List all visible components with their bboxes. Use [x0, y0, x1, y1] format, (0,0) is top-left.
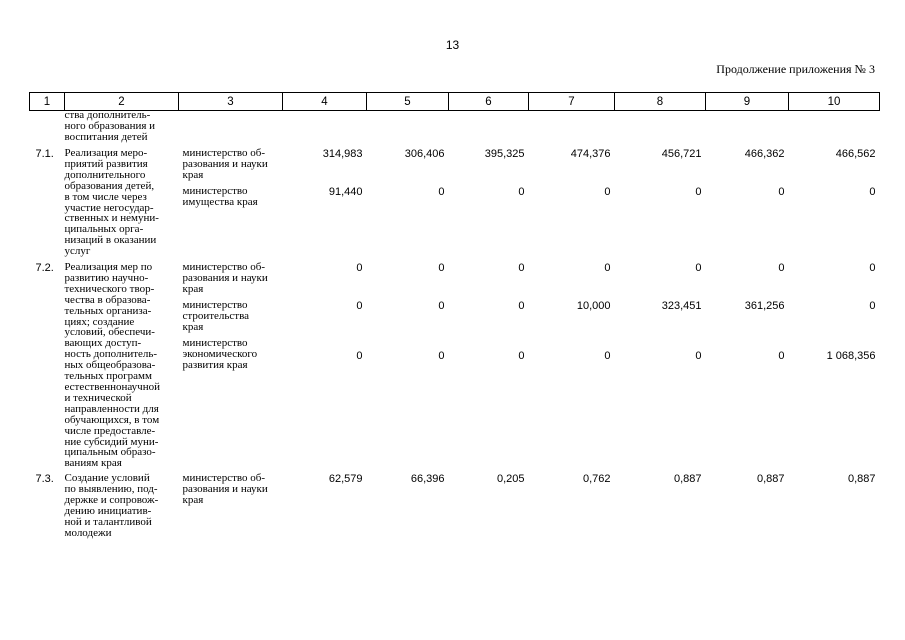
- carry-over-text: ства дополнитель- ного образования и воспитания детей: [64, 109, 156, 143]
- value-cell: 1 068,356: [826, 350, 876, 362]
- value-cell: 474,376: [570, 148, 611, 160]
- value-cell: 0,887: [673, 473, 702, 485]
- item-number: 7.3.: [35, 473, 54, 485]
- column-number-row: [30, 93, 880, 111]
- value-cell: 466,562: [835, 148, 876, 160]
- activity-text: Реализация мер по развитию научно- технического твор- чества в образова- тельных организа- циях; создание условий, обеспечи- вающих доступ- ность дополнитель- ных общеобразова- тельных программ естественнонаучной и технической направленности для обучающихся, в том числе предоставле- ние субсидий муни- ципальным образо- ваниям края: [64, 261, 160, 470]
- responsible-org: министерство строительства края: [182, 299, 250, 333]
- value-cell: 456,721: [661, 148, 702, 160]
- column-header: 3: [179, 93, 283, 111]
- item-number: 7.2.: [35, 262, 54, 274]
- value-cell: 0,205: [496, 473, 525, 485]
- value-cell: 0: [518, 300, 525, 312]
- value-cell: 0: [778, 262, 785, 274]
- value-cell: 0: [604, 350, 611, 362]
- activity-text: Создание условий по выявлению, под- держке и сопровож- дению инициатив- ной и талантливой молодежи: [64, 472, 159, 539]
- value-cell: 0: [356, 262, 363, 274]
- page-number: 13: [445, 38, 460, 52]
- value-cell: 62,579: [328, 473, 363, 485]
- value-cell: 0: [356, 300, 363, 312]
- value-cell: 306,406: [404, 148, 445, 160]
- item-number: 7.1.: [35, 148, 54, 160]
- column-header: 2: [65, 93, 179, 111]
- value-cell: 0: [695, 186, 702, 198]
- column-header: 7: [529, 93, 615, 111]
- value-cell: 0: [438, 300, 445, 312]
- table-row: [30, 470, 880, 540]
- value-cell: 0: [695, 350, 702, 362]
- responsible-org: министерство имущества края: [182, 185, 258, 208]
- value-cell: 0: [438, 262, 445, 274]
- value-cell: 0,887: [756, 473, 785, 485]
- value-cell: 0: [778, 186, 785, 198]
- value-cell: 0: [604, 262, 611, 274]
- value-cell: 0: [695, 262, 702, 274]
- column-header: 6: [449, 93, 529, 111]
- continuation-caption: Продолжение приложения № 3: [716, 62, 875, 76]
- responsible-org: министерство об- разования и науки края: [182, 472, 268, 506]
- table-row: [30, 145, 880, 259]
- value-cell: 0: [869, 262, 876, 274]
- value-cell: 10,000: [576, 300, 611, 312]
- value-cell: 0: [604, 186, 611, 198]
- value-cell: 395,325: [484, 148, 525, 160]
- value-cell: 0: [778, 350, 785, 362]
- activity-text: Реализация меро- приятий развития дополнительного образования детей, в том числе через участие негосудар- ственных и немуни- ципальных орга- низаций в оказании услуг: [64, 147, 159, 258]
- column-header: 1: [30, 93, 65, 111]
- value-cell: 0: [438, 350, 445, 362]
- value-cell: 323,451: [661, 300, 702, 312]
- appendix-table: [29, 92, 880, 540]
- column-header: 9: [706, 93, 789, 111]
- column-header: 4: [283, 93, 367, 111]
- value-cell: 0: [869, 300, 876, 312]
- column-header: 8: [615, 93, 706, 111]
- value-cell: 0: [518, 350, 525, 362]
- value-cell: 314,983: [322, 148, 363, 160]
- value-cell: 0,762: [582, 473, 611, 485]
- value-cell: 0: [518, 186, 525, 198]
- value-cell: 0: [438, 186, 445, 198]
- table-row: [30, 259, 880, 470]
- column-header: 5: [367, 93, 449, 111]
- responsible-org: министерство об- разования и науки края: [182, 147, 268, 181]
- carry-over-row: [30, 111, 880, 146]
- value-cell: 361,256: [744, 300, 785, 312]
- responsible-org: министерство экономического развития края: [182, 337, 258, 371]
- value-cell: 0: [869, 186, 876, 198]
- value-cell: 91,440: [328, 186, 363, 198]
- value-cell: 466,362: [744, 148, 785, 160]
- value-cell: 0: [356, 350, 363, 362]
- value-cell: 0: [518, 262, 525, 274]
- value-cell: 0,887: [847, 473, 876, 485]
- value-cell: 66,396: [410, 473, 445, 485]
- column-header: 10: [789, 93, 880, 111]
- responsible-org: министерство об- разования и науки края: [182, 261, 268, 295]
